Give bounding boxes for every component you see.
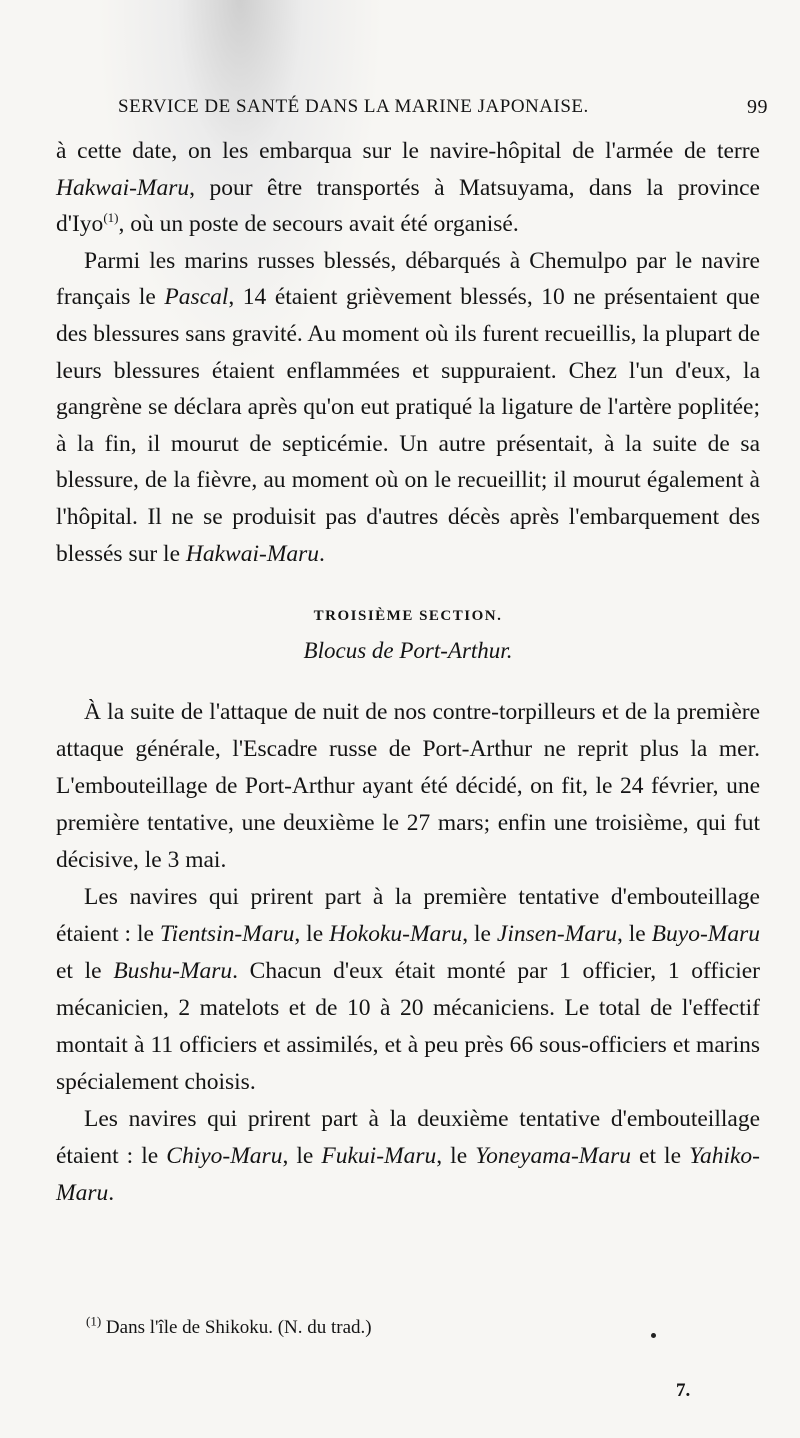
paragraph-russian-wounded xyxy=(56,243,760,572)
text-run: et le xyxy=(631,1143,690,1170)
text-run: et le xyxy=(56,958,114,985)
signature-mark: 7. xyxy=(676,1380,691,1401)
ship-name: Buyo-Maru xyxy=(651,921,761,948)
paragraph-continued xyxy=(56,133,760,243)
footnote-mark: (1) xyxy=(86,1313,102,1329)
ink-dot xyxy=(651,1333,656,1338)
text-run: Les navires qui prirent part à la deuxième tentative d'embouteillage étaient : le xyxy=(56,1106,760,1170)
paragraph-second-attempt xyxy=(56,1101,760,1212)
text-run: , le xyxy=(436,1143,476,1170)
body-text xyxy=(56,133,760,1212)
footnote-text: Dans l'île de Shikoku. (N. du trad.) xyxy=(101,1317,372,1338)
ship-name: Pascal xyxy=(164,284,229,311)
text-run: , le xyxy=(462,921,497,948)
text-run: , où un poste de secours avait été organisé. xyxy=(118,211,519,238)
ship-name: Tientsin-Maru xyxy=(159,921,295,948)
paragraph-first-attempt xyxy=(56,879,760,1101)
section-subtitle: Blocus de Port-Arthur. xyxy=(303,638,513,664)
text-run: . xyxy=(108,1180,115,1207)
text-run: , 14 étaient grièvement blessés, 10 ne présentaient que des blessures sans gravité. Au moment où ils furent recueillis, la plupart de leurs blessures étaient enflammées et suppuraient. Chez l'un d'eux, la gangrène se déclara après qu'on eut pratiqué la ligature de l'artère poplitée; à la fin, il mourut de septicémie. Un autre présentait, à la suite de sa blessure, de la fièvre, au moment où on le recueillit; il mourut également à l'hôpital. Il ne se produisit pas d'autres décès après l'embarquement des blessés sur le xyxy=(56,284,760,567)
ship-name: Jinsen-Maru xyxy=(496,921,617,948)
section-heading: TROISIÈME SECTION. xyxy=(313,608,503,625)
text-run: , le xyxy=(282,1143,322,1170)
ship-name: Fukui-Maru xyxy=(321,1143,437,1170)
ship-name: Hakwai-Maru xyxy=(185,540,320,567)
ship-name: Bushu-Maru xyxy=(113,958,233,985)
ship-name: Yoneyama-Maru xyxy=(475,1143,631,1170)
text-run: . xyxy=(319,540,325,567)
ship-name: Hakwai-Maru xyxy=(56,174,190,201)
ship-name: Yahiko-Maru xyxy=(56,1143,761,1207)
running-title: SERVICE DE SANTÉ DANS LA MARINE JAPONAISE. xyxy=(118,96,589,117)
page-number: 99 xyxy=(747,96,768,118)
text-run: , le xyxy=(616,921,652,948)
footnote xyxy=(86,1313,686,1340)
ship-name: Hokoku-Maru xyxy=(329,921,463,948)
ship-name: Chiyo-Maru xyxy=(166,1143,283,1170)
text-run: , pour être transportés à Matsuyama, dans la province d'Iyo xyxy=(56,174,760,238)
running-header xyxy=(118,96,768,126)
paragraph-blockade: À la suite de l'attaque de nuit de nos contre-torpilleurs et de la première attaque générale, l'Escadre russe de Port-Arthur ne reprit plus la mer. L'embouteillage de Port-Arthur ayant été décidé, on fit, le 24 février, une première tentative, une deuxième le 27 mars; enfin une troisième, qui fut décisive, le 3 mai. xyxy=(56,699,760,874)
text-run: , le xyxy=(294,921,330,948)
text-run: à cette date, on les embarqua sur le navire-hôpital de l'armée de terre xyxy=(56,138,760,164)
text-run: Les navires qui prirent part à la première tentative d'embouteillage étaient : le xyxy=(56,884,760,948)
text-run: Parmi les marins russes blessés, débarqués à Chemulpo par le navire français le xyxy=(56,247,760,311)
text-run: . Chacun d'eux était monté par 1 officier, 1 officier mécanicien, 2 matelots et de 10 à 20 mécaniciens. Le total de l'effectif montait à 11 officiers et assimilés, et à peu près 66 sous-officiers et marins spécialement choisis. xyxy=(56,958,760,1096)
footnote-ref: (1) xyxy=(103,210,119,226)
